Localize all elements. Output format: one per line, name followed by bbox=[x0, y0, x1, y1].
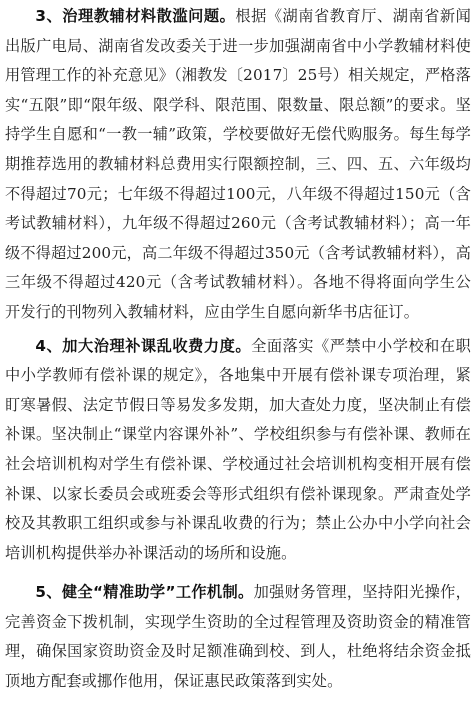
section-body-5: 加强财务管理，坚持阳光操作，完善资金下拨机制，实现学生资助的全过程管理及资助资金的精准管理，确保国家资助资金及时足额准确到校、到人，杜绝将结余资金抵顶地方配套或挪作他用，保证惠民政策落到实处。 bbox=[5, 583, 472, 691]
section-body-4: 全面落实《严禁中小学校和在职中小学教师有偿补课的规定》，各地集中开展有偿补课专项治理，紧盯寒暑假、法定节假日等易发多发期，加大查处力度，坚决制止有偿补课。坚决制止“课堂内容课外补”、学校组织参与有偿补课、教师在社会培训机构对学生有偿补课、学校通过社会培训机构变相开展有偿补课、以家长委员会或班委会等形式组织有偿补课现象。严肃查处学校及其教职工组织或参与补课乱收费的行为；禁止公办中小学向社会培训机构提供举办补课活动的场所和设施。 bbox=[5, 336, 471, 562]
document-body bbox=[5, 2, 471, 697]
paragraph-textbook-materials bbox=[5, 2, 471, 328]
paragraph-tutoring-fees bbox=[5, 332, 471, 569]
section-heading-3: 3、治理教辅材料散滥问题。 bbox=[35, 7, 236, 25]
paragraph-student-aid bbox=[5, 578, 471, 696]
section-heading-5: 5、健全“精准助学”工作机制。 bbox=[35, 583, 254, 602]
section-body-3: 根据《湖南省教育厅、湖南省新闻出版广电局、湖南省发改委关于进一步加强湖南省中小学教辅材料使用管理工作的补充意见》（湘教发〔2017〕25号）相关规定，严格落实“五限”即“限年级、限学科、限范围、限数量、限总额”的要求。坚持学生自愿和“一教一辅”政策，学校要做好无偿代购服务。每生每学期推荐选用的教辅材料总费用实行限额控制，三、四、五、六年级均不得超过70元；七年级不得超过100元，八年级不得超过150元（含考试教辅材料），九年级不得超过260元（含考试教辅材料）；高一年级不得超过200元，高二年级不得超过350元（含考试教辅材料），高三年级不得超过420元（含考试教辅材料）。各地不得将面向学生公开发行的刊物列入教辅材料，应由学生自愿向新华书店征订。 bbox=[5, 7, 471, 321]
section-heading-4: 4、加大治理补课乱收费力度。 bbox=[35, 336, 252, 355]
